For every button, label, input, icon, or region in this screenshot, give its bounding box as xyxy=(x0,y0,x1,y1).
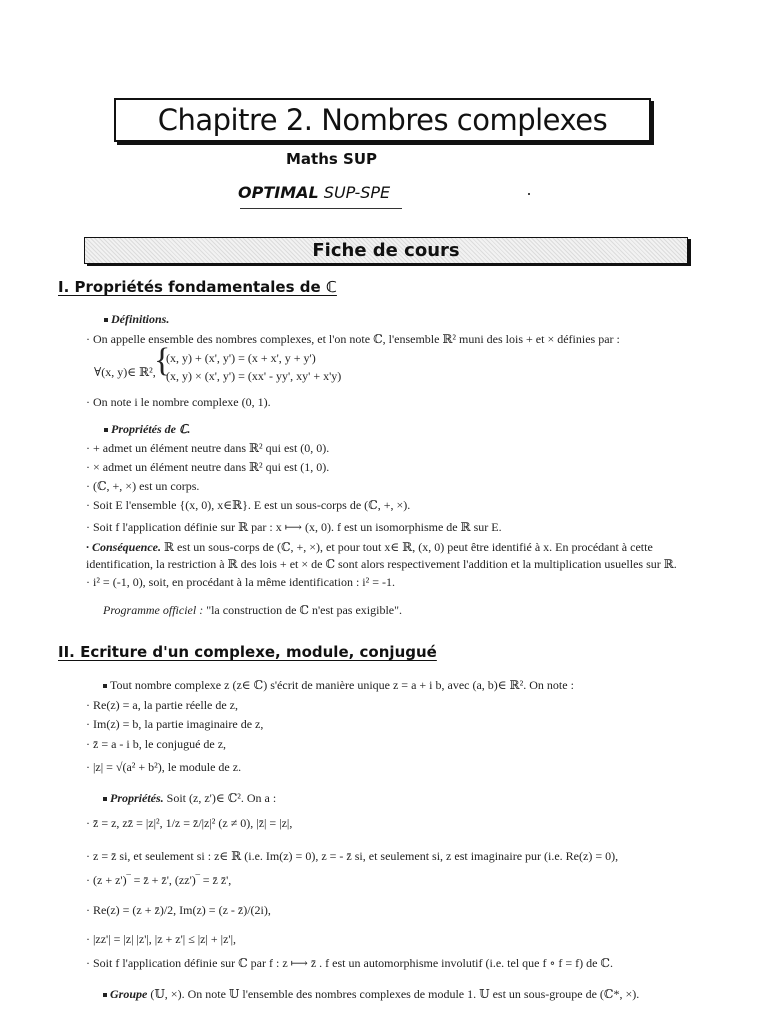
programme-text: "la construction de ℂ n'est pas exigible". xyxy=(203,603,402,617)
bullet-square-icon xyxy=(103,684,107,688)
brand-underline xyxy=(240,208,402,209)
prop-c-3: · (ℂ, +, ×) est un corps. xyxy=(86,479,200,493)
prop-c-1: · + admet un élément neutre dans ℝ² qui est (0, 0). xyxy=(86,441,330,455)
brand-rest: SUP-SPE xyxy=(323,183,391,202)
programme-note xyxy=(103,603,402,617)
conjugate-line: · z̄ = a - i b, le conjugué de z, xyxy=(86,737,227,751)
complex-intro-text: Tout nombre complexe z (z∈ ℂ) s'écrit de manière unique z = a + i b, avec (a, b)∈ ℝ². On note : xyxy=(110,678,574,692)
programme-label: Programme officiel : xyxy=(103,603,204,617)
bullet-square-icon xyxy=(103,797,107,801)
def-product-law: (x, y) × (x', y') = (xx' - yy', xy' + x'y) xyxy=(166,369,342,383)
course-subtitle: Maths SUP xyxy=(286,150,378,168)
brand-bold: OPTIMAL xyxy=(238,183,319,202)
property-1: · z̄̄ = z, zz̄ = |z|², 1/z = z̄/|z|² (z ≠ 0), |z̄| = |z|, xyxy=(86,816,293,830)
fiche-banner xyxy=(84,237,688,264)
bullet-square-icon xyxy=(103,993,107,997)
complex-intro xyxy=(103,678,574,692)
fiche-label: Fiche de cours xyxy=(312,240,460,261)
imag-part-line: · Im(z) = b, la partie imaginaire de z, xyxy=(86,717,264,731)
groupe-text: (𝕌, ×). On note 𝕌 l'ensemble des nombres complexes de module 1. 𝕌 est un sous-groupe de (ℂ*, ×). xyxy=(147,987,640,1001)
scan-dot xyxy=(528,193,530,195)
prop-c-5: · Soit f l'application définie sur ℝ par : x ⟼ (x, 0). f est un isomorphisme de ℝ sur E. xyxy=(86,520,502,534)
section2-heading: II. Ecriture d'un complexe, module, conjugué xyxy=(58,643,437,661)
property-4: · Re(z) = (z + z̄)/2, Im(z) = (z - z̄)/(2i), xyxy=(86,903,271,917)
def-sum-law: (x, y) + (x', y') = (x + x', y + y') xyxy=(166,351,316,365)
section1-heading: I. Propriétés fondamentales de ℂ xyxy=(58,278,337,296)
prop-c-4: · Soit E l'ensemble {(x, 0), x∈ℝ}. E est un sous-corps de (ℂ, +, ×). xyxy=(86,498,411,512)
chapter-title: Chapitre 2. Nombres complexes xyxy=(157,103,608,137)
chapter-title-box xyxy=(114,98,651,142)
property-6: · Soit f l'application définie sur ℂ par f : z ⟼ z̄ . f est un automorphisme involutif (i.e. tel que f ∘ f = f) de ℂ. xyxy=(86,956,613,970)
props-label: Propriétés. xyxy=(110,791,164,805)
modulus-line: · |z| = √(a² + b²), le module de z. xyxy=(86,760,242,774)
property-5: · |zz'| = |z| |z'|, |z + z'| ≤ |z| + |z'|, xyxy=(86,932,236,946)
def-line-1: · On appelle ensemble des nombres complexes, et l'on note ℂ, l'ensemble ℝ² muni des lois + et × définies par : xyxy=(86,332,620,346)
real-part-line: · Re(z) = a, la partie réelle de z, xyxy=(86,698,239,712)
prop-c-6: · i² = (-1, 0), soit, en procédant à la même identification : i² = -1. xyxy=(86,575,395,589)
props-intro: Soit (z, z')∈ ℂ². On a : xyxy=(163,791,277,805)
props-heading xyxy=(103,791,276,805)
bullet-square-icon xyxy=(104,428,108,432)
groupe-label: Groupe xyxy=(110,987,148,1001)
def-i: · On note i le nombre complexe (0, 1). xyxy=(86,395,271,409)
consequence-label: · Conséquence. xyxy=(86,540,161,554)
property-2: · z = z̄ si, et seulement si : z∈ ℝ (i.e. Im(z) = 0), z = - z̄ si, et seulement si, z est imaginaire pur (i.e. Re(z) = 0), xyxy=(86,849,619,863)
prop-c-2: · × admet un élément neutre dans ℝ² qui est (1, 0). xyxy=(86,460,330,474)
consequence-line-2: identification, la restriction à ℝ des lois + et × de ℂ sont alors respectivement l'addition et la multiplication usuelles sur ℝ. xyxy=(86,557,677,571)
brand-line xyxy=(238,183,390,202)
groupe-line xyxy=(103,987,639,1001)
props-c-label: Propriétés de ℂ. xyxy=(111,422,191,436)
props-c-heading xyxy=(104,422,190,436)
consequence-line-1 xyxy=(86,540,653,554)
definitions-label: Définitions. xyxy=(111,312,170,326)
consequence-text-1: ℝ est un sous-corps de (ℂ, +, ×), et pour tout x∈ ℝ, (x, 0) peut être identifié à x. En procédant à cette xyxy=(161,540,653,554)
left-brace-icon: { xyxy=(154,342,171,379)
definitions-heading xyxy=(104,312,169,326)
property-3: · (z + z')‾ = z̄ + z̄', (zz')‾ = z̄ z̄', xyxy=(86,873,232,887)
def-forall: ∀(x, y)∈ ℝ², xyxy=(94,365,156,379)
bullet-square-icon xyxy=(104,318,108,322)
